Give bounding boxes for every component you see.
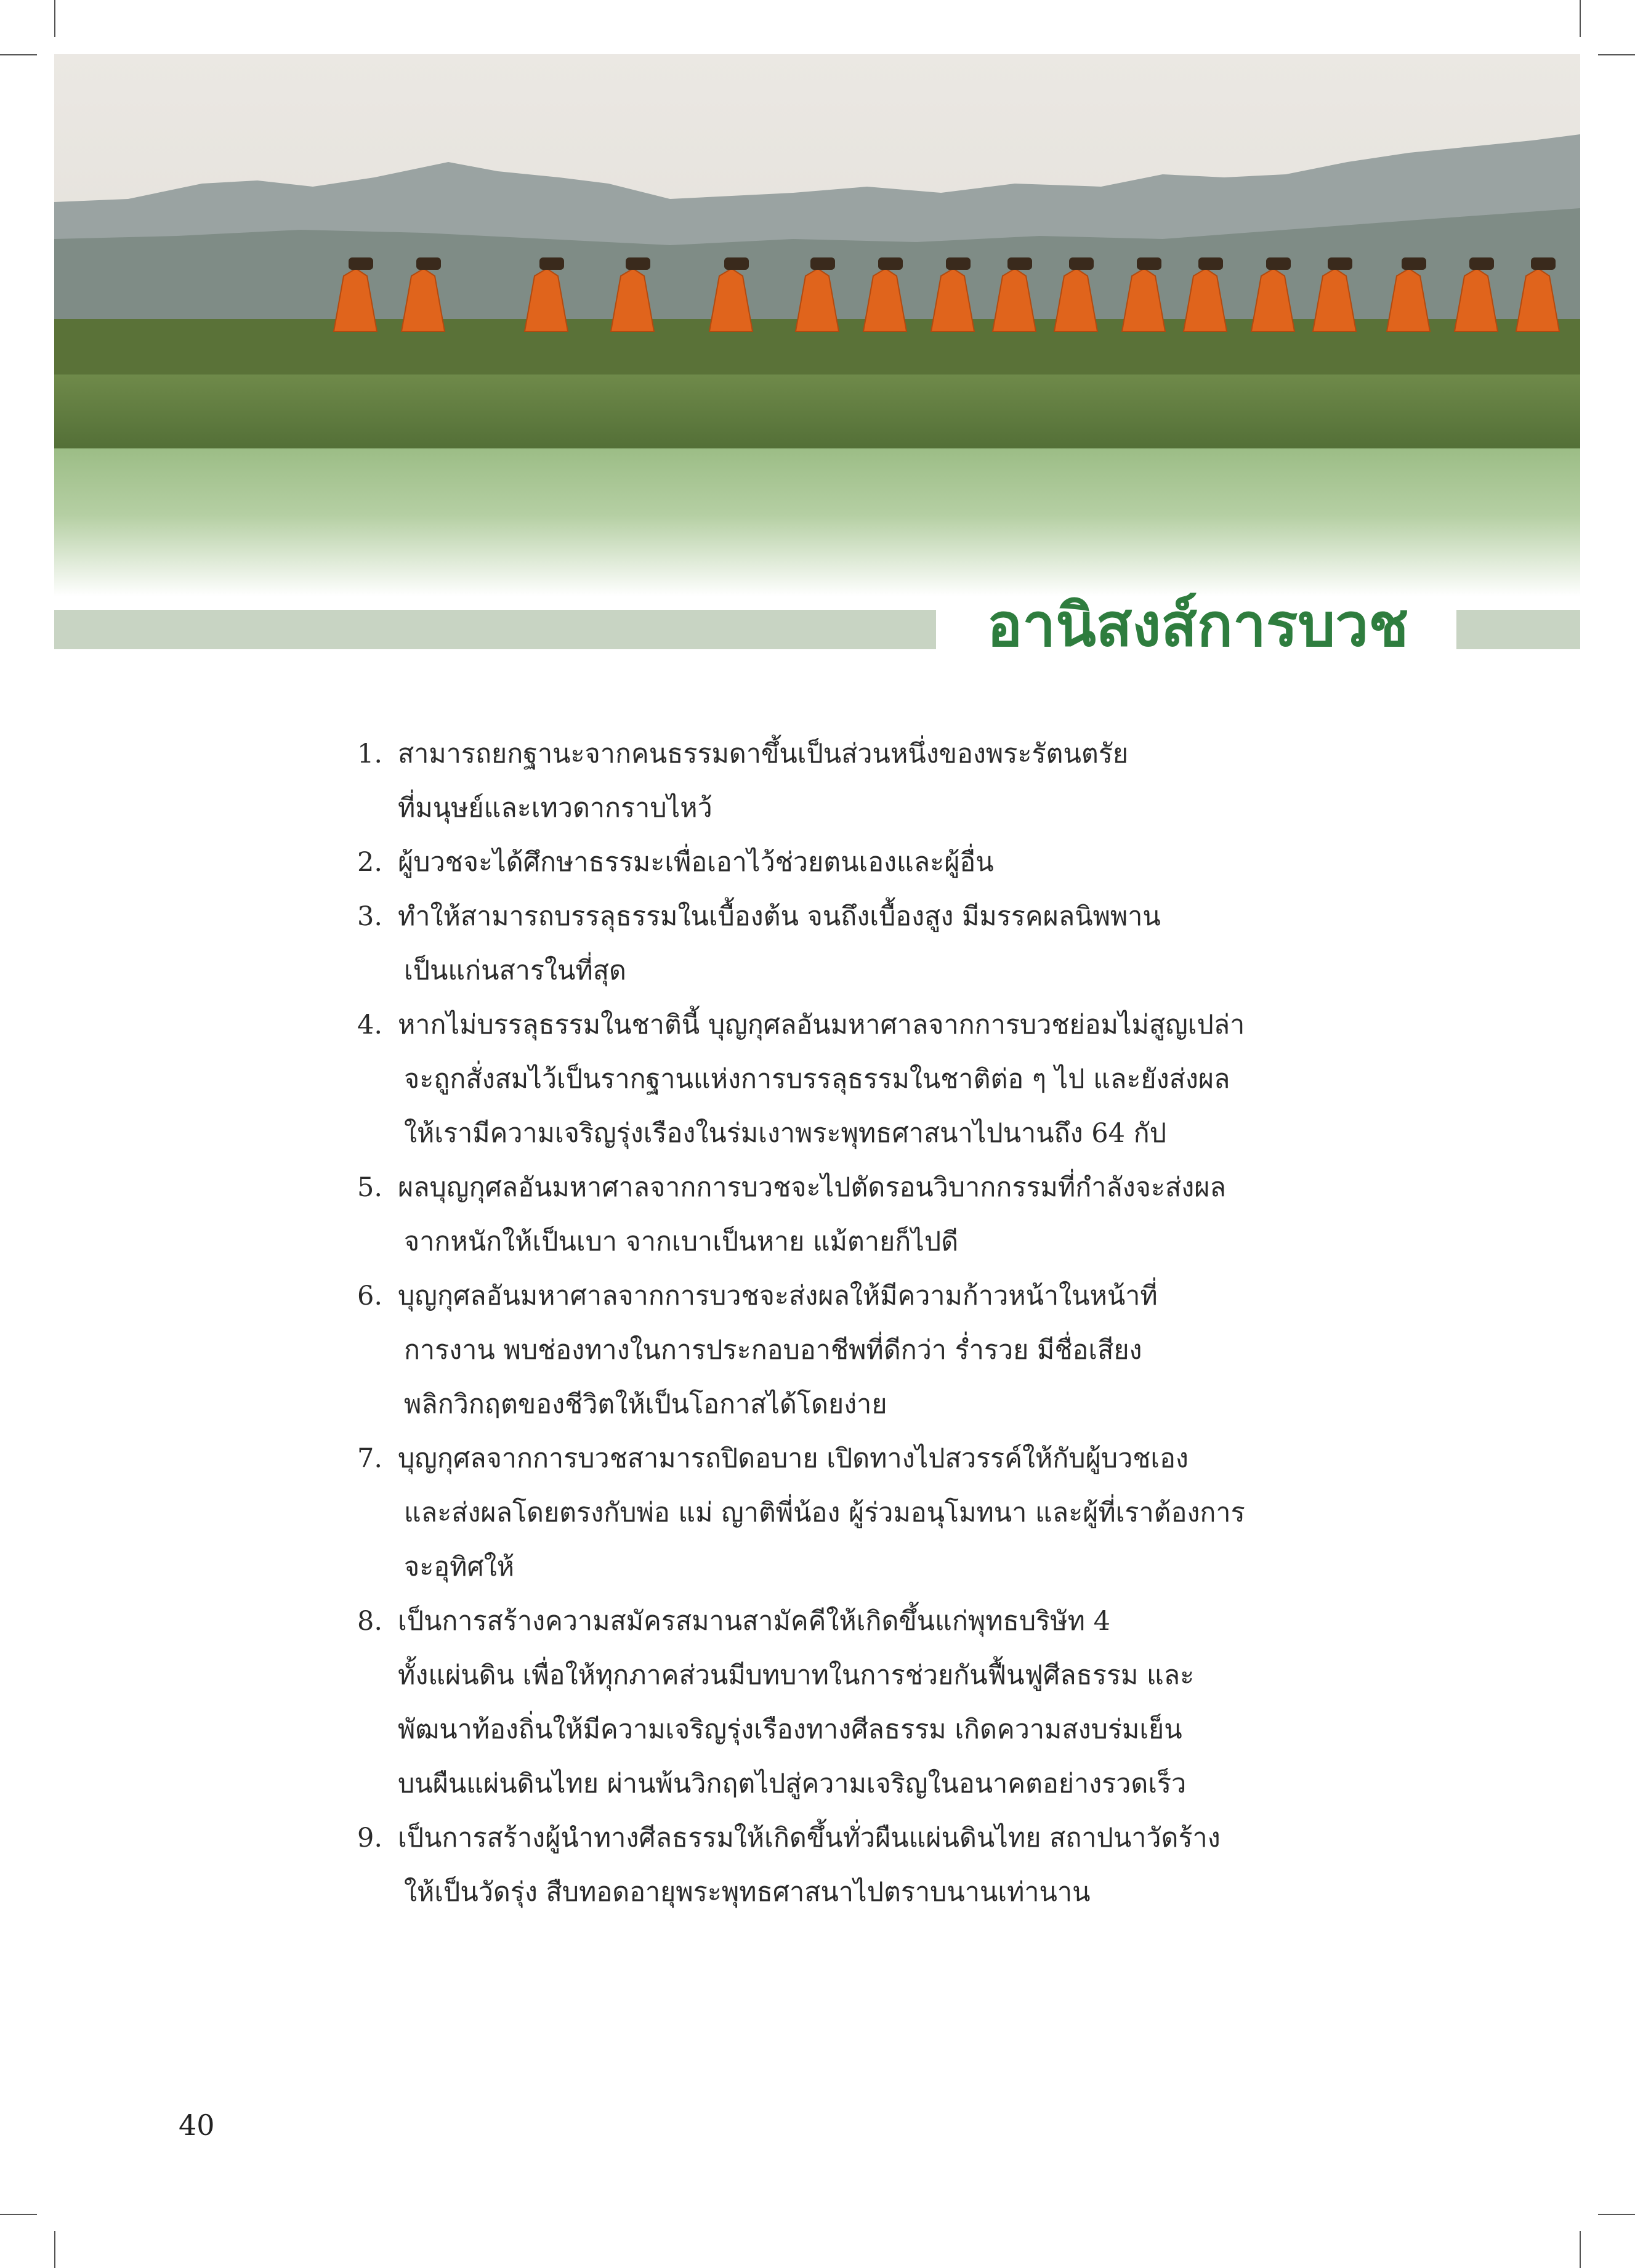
item-number: 1. bbox=[357, 739, 383, 769]
item-line: พัฒนาท้องถิ่นให้มีความเจริญรุ่งเรืองทางศีลธรรม เกิดความสงบร่มเย็น bbox=[398, 1714, 1182, 1745]
item-number: 3. bbox=[357, 901, 383, 932]
list-item bbox=[357, 835, 1355, 889]
item-line: จากหนักให้เป็นเบา จากเบาเป็นหาย แม้ตายก็ไปดี bbox=[404, 1226, 959, 1257]
list-item bbox=[357, 1432, 1355, 1594]
list-item bbox=[357, 1594, 1355, 1811]
item-line: การงาน พบช่องทางในการประกอบอาชีพที่ดีกว่า ร่ำรวย มีชื่อเสียง bbox=[404, 1335, 1142, 1366]
crop-mark bbox=[0, 2214, 37, 2215]
item-line: ให้เรามีความเจริญรุ่งเรืองในร่มเงาพระพุทธศาสนาไปนานถึง 64 กัป bbox=[404, 1118, 1166, 1149]
item-line: ให้เป็นวัดรุ่ง สืบทอดอายุพระพุทธศาสนาไปตราบนานเท่านาน bbox=[404, 1877, 1091, 1908]
page-title: อานิสงส์การบวช bbox=[987, 591, 1409, 660]
item-number: 7. bbox=[357, 1443, 383, 1474]
item-line: หากไม่บรรลุธรรมในชาตินี้ บุญกุศลอันมหาศาลจากการบวชย่อมไม่สูญเปล่า bbox=[398, 1010, 1245, 1040]
item-line: และส่งผลโดยตรงกับพ่อ แม่ ญาติพี่น้อง ผู้ร่วมอนุโมทนา และผู้ที่เราต้องการ bbox=[404, 1497, 1245, 1528]
crop-mark bbox=[1580, 0, 1581, 37]
item-line: บนผืนแผ่นดินไทย ผ่านพ้นวิกฤตไปสู่ความเจริญในอนาคตอย่างรวดเร็ว bbox=[398, 1768, 1187, 1799]
crop-mark bbox=[54, 0, 55, 37]
item-line: จะถูกสั่งสมไว้เป็นรากฐานแห่งการบรรลุธรรมในชาติต่อ ๆ ไป และยังส่งผล bbox=[404, 1064, 1230, 1095]
list-item bbox=[357, 889, 1355, 998]
item-number: 8. bbox=[357, 1606, 383, 1637]
crop-mark bbox=[0, 54, 37, 55]
item-line: บุญกุศลอันมหาศาลจากการบวชจะส่งผลให้มีความก้าวหน้าในหน้าที่ bbox=[398, 1281, 1158, 1311]
item-line: บุญกุศลจากการบวชสามารถปิดอบาย เปิดทางไปสวรรค์ให้กับผู้บวชเอง bbox=[398, 1443, 1189, 1474]
item-line: เป็นแก่นสารในที่สุด bbox=[404, 955, 626, 986]
title-band-left bbox=[54, 610, 936, 649]
list-item bbox=[357, 1160, 1355, 1269]
item-line: ผลบุญกุศลอันมหาศาลจากการบวชจะไปตัดรอนวิบากกรรมที่กำลังจะส่งผล bbox=[398, 1172, 1226, 1203]
page-number: 40 bbox=[179, 2108, 215, 2142]
list-item bbox=[357, 1811, 1355, 1919]
crop-mark bbox=[1598, 54, 1635, 55]
hero-photo bbox=[54, 54, 1580, 596]
benefits-list bbox=[357, 727, 1355, 1919]
crop-mark bbox=[1580, 2231, 1581, 2268]
item-line: ทั้งแผ่นดิน เพื่อให้ทุกภาคส่วนมีบทบาทในการช่วยกันฟื้นฟูศีลธรรม และ bbox=[398, 1660, 1195, 1691]
item-line: เป็นการสร้างผู้นำทางศีลธรรมให้เกิดขึ้นทั่วผืนแผ่นดินไทย สถาปนาวัดร้าง bbox=[398, 1823, 1221, 1853]
item-line: ที่มนุษย์และเทวดากราบไหว้ bbox=[398, 793, 713, 824]
list-item bbox=[357, 998, 1355, 1160]
list-item bbox=[357, 1269, 1355, 1432]
item-line: สามารถยกฐานะจากคนธรรมดาขึ้นเป็นส่วนหนึ่งของพระรัตนตรัย bbox=[398, 739, 1129, 769]
title-band-right bbox=[1456, 610, 1580, 649]
item-number: 9. bbox=[357, 1823, 383, 1853]
crop-mark bbox=[1598, 2214, 1635, 2215]
item-line: จะอุทิศให้ bbox=[404, 1552, 515, 1582]
item-line: เป็นการสร้างความสมัครสมานสามัคคีให้เกิดขึ้นแก่พุทธบริษัท 4 bbox=[398, 1606, 1110, 1637]
item-number: 5. bbox=[357, 1172, 383, 1203]
item-number: 4. bbox=[357, 1010, 383, 1040]
item-line: ผู้บวชจะได้ศึกษาธรรมะเพื่อเอาไว้ช่วยตนเองและผู้อื่น bbox=[398, 847, 994, 878]
item-number: 6. bbox=[357, 1281, 383, 1311]
item-number: 2. bbox=[357, 847, 383, 878]
item-line: พลิกวิกฤตของชีวิตให้เป็นโอกาสได้โดยง่าย bbox=[404, 1389, 887, 1420]
list-item bbox=[357, 727, 1355, 835]
crop-mark bbox=[54, 2231, 55, 2268]
item-line: ทำให้สามารถบรรลุธรรมในเบื้องต้น จนถึงเบื้องสูง มีมรรคผลนิพพาน bbox=[398, 901, 1161, 932]
